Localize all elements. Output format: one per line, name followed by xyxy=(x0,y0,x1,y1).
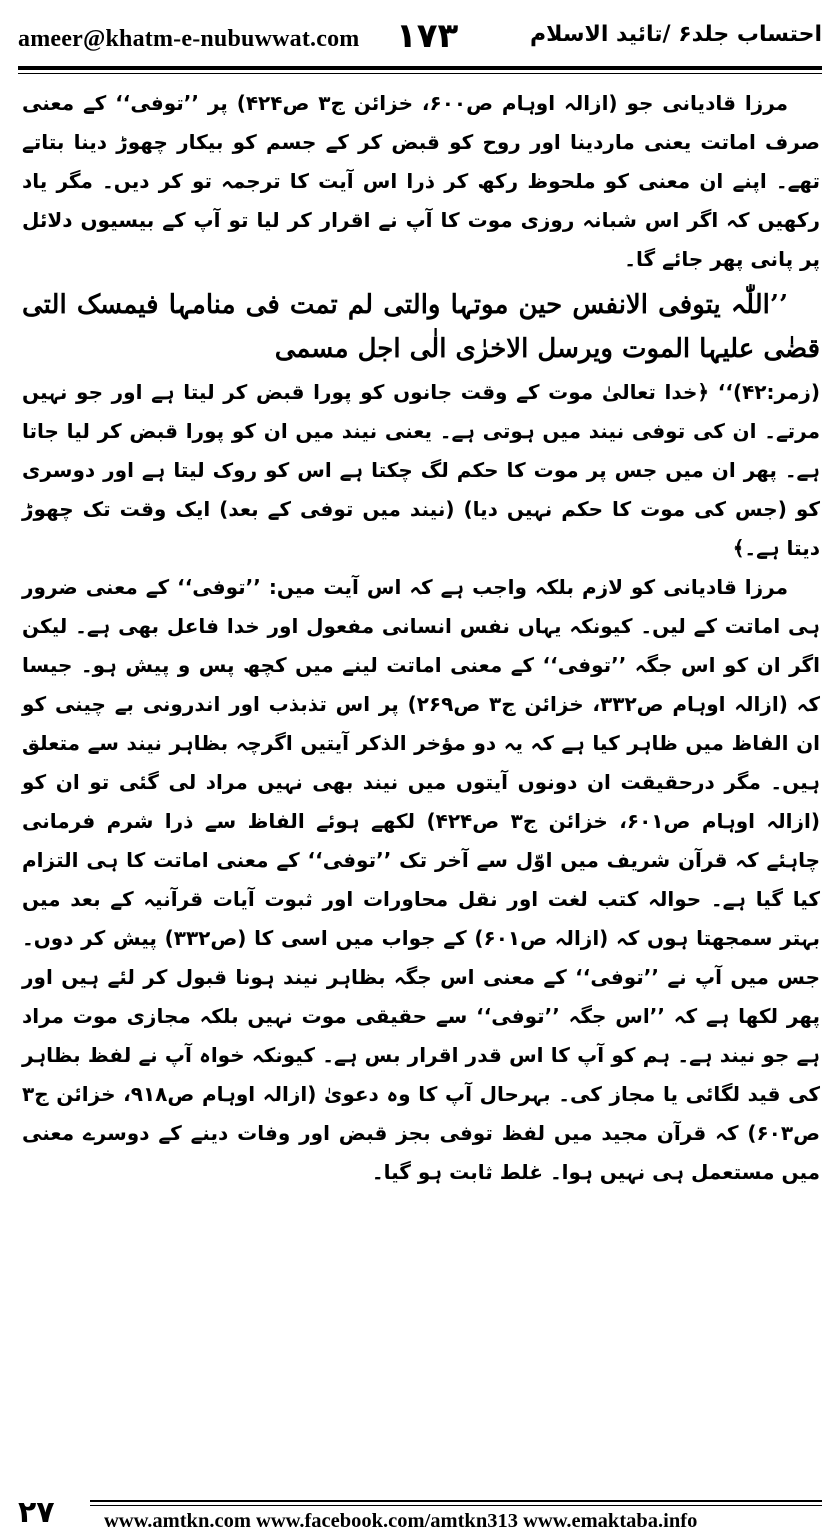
body-paragraph-3: مرزا قادیانی کو لازم بلکہ واجب ہے کہ اس آیت میں: ’’توفی‘‘ کے معنی ضرور ہی اماتت کے لیں۔ کیونکہ یہاں نفس انسانی مفعول اور خدا فاعل بھی ہے۔ لیکن اگر ان کو اس جگہ ’’توفی‘‘ کے معنی اماتت لینے میں کچھ پس و پیش ہو۔ جیسا کہ (ازالہ اوہام ص۳۳۲، خزائن ج۳ ص۲۶۹) پر اس تذبذب اور اندرونی بے چینی کو ان الفاظ میں ظاہر کیا ہے کہ یہ دو مؤخر الذکر آیتیں اگرچہ بظاہر نیند سے متعلق ہیں۔ مگر درحقیقت ان دونوں آیتوں میں نیند بھی نہیں مراد لی گئی تو ان کو (ازالہ اوہام ص۶۰۱، خزائن ج۳ ص۴۲۴) لکھے ہوئے الفاظ سے ذرا شرم فرمانی چاہئے کہ قرآن شریف میں اوّل سے آخر تک ’’توفی‘‘ کے معنی اماتت کا ہی التزام کیا گیا ہے۔ حوالہ کتب لغت اور نقل محاورات اور ثبوت آیات قرآنیہ کے بعد میں بہتر سمجھتا ہوں کہ (ازالہ ص۶۰۱) کے جواب میں اسی کا (ص۳۳۲) پیش کر دوں۔ جس میں آپ نے ’’توفی‘‘ کے معنی اس جگہ بظاہر نیند ہونا قبول کر لئے ہیں اور پھر لکھا ہے کہ ’’اس جگہ ’’توفی‘‘ سے حقیقی موت نہیں بلکہ مجازی موت مراد ہے جو نیند ہے۔ ہم کو آپ کا اس قدر اقرار بس ہے۔ کیونکہ خواہ آپ نے لفظ بظاہر کی قید لگائی یا مجاز کی۔ بہرحال آپ کا وہ دعویٰ (ازالہ اوہام ص۹۱۸، خزائن ج۳ ص۶۰۳) کہ قرآن مجید میں لفظ توفی بجز قبض اور وفات دینے کے دوسرے معنی میں مستعمل ہی نہیں ہوا۔ غلط ثابت ہو گیا۔ xyxy=(22,575,821,1184)
page-header xyxy=(18,18,822,62)
header-rule-thin xyxy=(18,73,822,74)
header-email: ameer@khatm-e-nubuwwat.com xyxy=(18,26,360,52)
header-rule-thick xyxy=(18,66,822,70)
body-paragraph-1: مرزا قادیانی جو (ازالہ اوہام ص۶۰۰، خزائن ج۳ ص۴۲۴) پر ’’توفی‘‘ کے معنی صرف اماتت یعنی ماردینا اور روح کو قبض کر کے جسم کو بیکار چھوڑ دینا بتاتے تھے۔ اپنے ان معنی کو ملحوظ رکھ کر ذرا اس آیت کا ترجمہ تو کر دیں۔ مگر یاد رکھیں کہ اگر اس شبانہ روزی موت کا آپ نے اقرار کر لیا تو آپ کے بیسیوں دلائل پر پانی پھر جائے گا۔ xyxy=(22,91,820,271)
body-paragraph-2: (زمر:۴۲)‘‘ ﴿خدا تعالیٰ موت کے وقت جانوں کو پورا قبض کر لیتا ہے اور جو نہیں مرتے۔ ان کی توفی نیند میں ہوتی ہے۔ یعنی نیند میں ان کو پورا قبض کر لیا جاتا ہے۔ پھر ان میں جس پر موت کا حکم لگ چکتا ہے اس کو روک لیتا ہے اور دوسری کو (جس کی موت کا حکم نہیں دیا) (نیند میں توفی کے بعد) ایک وقت تک چھوڑ دیتا ہے۔﴾ xyxy=(22,380,820,560)
footer-rule-thick xyxy=(90,1500,822,1502)
page-body xyxy=(22,84,820,1484)
header-page-number: ۱۷۳ xyxy=(396,16,459,56)
footer-rule-thin xyxy=(90,1505,822,1506)
quran-verse: ’’اللّٰہ یتوفی الانفس حین موتہا والتی لم تمت فی منامہا فیمسک التی قضٰی علیہا الموت ویرسل الاخرٰی الٰی اجل مسمی xyxy=(22,290,820,364)
page-footer xyxy=(18,1495,822,1540)
header-book-title: احتساب جلد۶ /تائید الاسلام xyxy=(530,22,822,47)
footer-page-number: ۲۷ xyxy=(18,1495,55,1530)
footer-website-links: www.amtkn.com www.facebook.com/amtkn313 www.emaktaba.info xyxy=(104,1510,698,1532)
